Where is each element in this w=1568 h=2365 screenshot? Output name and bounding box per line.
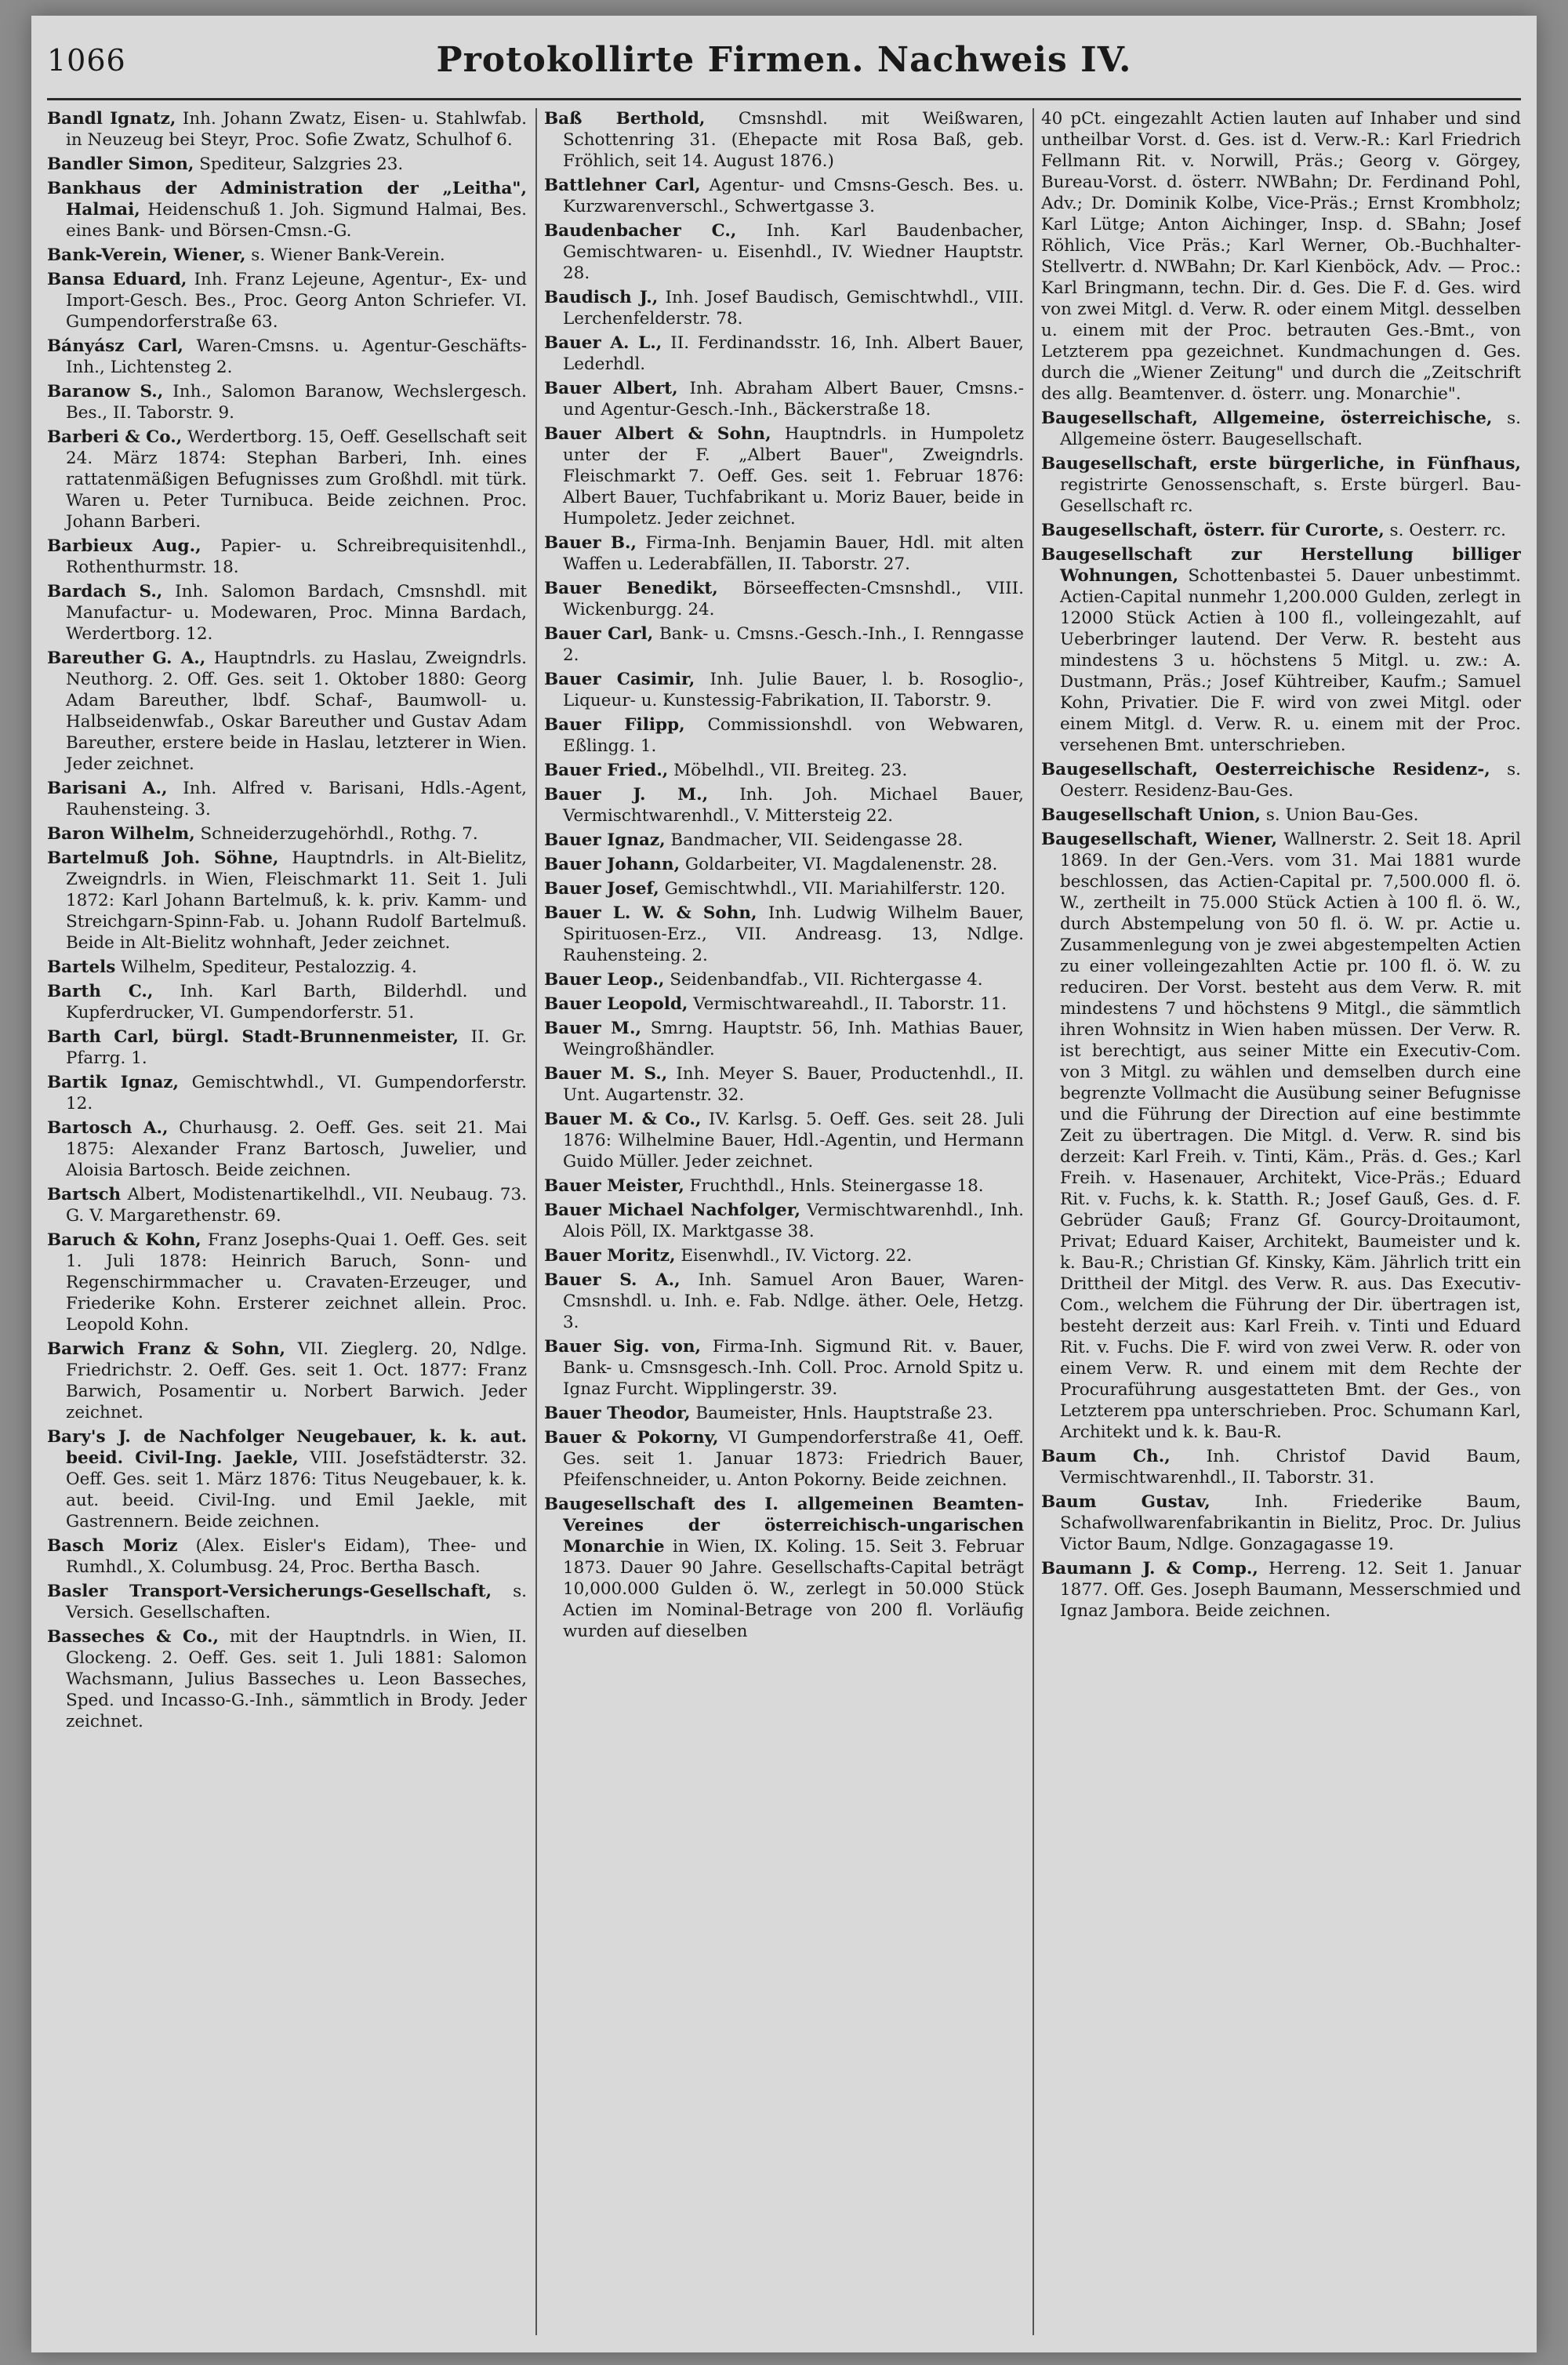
firm-details: mit der Hauptndrls. in Wien, II. Glockeng. 2. Oeff. Ges. seit 1. Juli 1881: Salomon Wachsmann, Julius Basseches u. Leon Basseches, Sped. und Incasso-G.-Inh., sämmtlich in Brody. Jeder zeichnet. bbox=[66, 1627, 527, 1731]
directory-entry bbox=[544, 878, 1024, 899]
column-middle bbox=[544, 108, 1024, 2335]
directory-entry bbox=[544, 969, 1024, 990]
firm-name: Barberi & Co., bbox=[47, 427, 183, 447]
firm-name: Bartik Ignaz, bbox=[47, 1073, 180, 1092]
firm-details: Hauptndrls. zu Haslau, Zweigndrls. Neuthorg. 2. Off. Ges. seit 1. Oktober 1880: Georg Adam Bareuther, lbdf. Schaf-, Baumwoll- u. Halbseidenwfab., Oskar Bareuther und Gustav Adam Bareuther, erstere beide in Haslau, letzterer in Wien. Jeder zeichnet. bbox=[66, 648, 527, 774]
firm-name: Bauer Sig. von, bbox=[544, 1337, 701, 1357]
firm-name: Baugesellschaft, Wiener, bbox=[1041, 830, 1278, 849]
firm-details: II. Ferdinandsstr. 16, Inh. Albert Bauer, Lederhdl. bbox=[563, 333, 1024, 374]
firm-name: Bauer S. A., bbox=[544, 1270, 681, 1290]
firm-details: Werdertborg. 15, Oeff. Gesellschaft seit 24. März 1874: Stephan Barberi, Inh. eines rattatenmäßigen Befugnisses zum Großhdl. mit türk. Waren u. Peter Turnibuca. Beide zeichnen. Proc. Johann Barberi. bbox=[66, 427, 527, 532]
directory-entry bbox=[544, 623, 1024, 666]
firm-name: Basseches & Co., bbox=[47, 1627, 220, 1647]
firm-name: Baum Ch., bbox=[1041, 1447, 1171, 1466]
firm-details: (Alex. Eisler's Eidam), Thee- und Rumhdl., X. Columbusg. 24, Proc. Bertha Basch. bbox=[66, 1536, 527, 1577]
firm-name: Baugesellschaft Union, bbox=[1041, 805, 1261, 825]
firm-name: Bauer M. S., bbox=[544, 1064, 668, 1084]
firm-name: Bauer M., bbox=[544, 1019, 641, 1038]
firm-name: Bauer Meister, bbox=[544, 1176, 684, 1196]
firm-name: Baugesellschaft, Allgemeine, österreichische, bbox=[1041, 409, 1493, 428]
firm-details: Inh. Karl Barth, Bilderhdl. und Kupferdrucker, VI. Gumpendorferstr. 51. bbox=[66, 982, 527, 1023]
directory-entry bbox=[47, 536, 527, 578]
directory-entry bbox=[47, 1535, 527, 1578]
firm-name: Bandler Simon, bbox=[47, 154, 194, 174]
firm-details: Waren-Cmsns. u. Agentur-Geschäfts-Inh., Lichtensteg 2. bbox=[66, 336, 527, 377]
firm-name: Barwich Franz & Sohn, bbox=[47, 1339, 285, 1359]
directory-entry bbox=[544, 1336, 1024, 1400]
firm-name: Baumann J. & Comp., bbox=[1041, 1559, 1258, 1578]
directory-entry bbox=[544, 854, 1024, 875]
directory-entry bbox=[1041, 829, 1521, 1443]
directory-entry bbox=[544, 1494, 1024, 1642]
directory-entry bbox=[544, 175, 1024, 217]
firm-details: Möbelhdl., VII. Breiteg. 23. bbox=[668, 761, 908, 780]
firm-details: Gemischtwhdl., VII. Mariahilferstr. 120. bbox=[659, 879, 1006, 899]
firm-details: s. Allgemeine österr. Baugesellschaft. bbox=[1060, 409, 1521, 449]
firm-details: Bandmacher, VII. Seidengasse 28. bbox=[665, 830, 964, 850]
firm-details: Smrng. Hauptstr. 56, Inh. Mathias Bauer, Weingroßhändler. bbox=[563, 1019, 1024, 1059]
firm-name: Bauer Benedikt, bbox=[544, 579, 718, 598]
firm-name: Basch Moriz bbox=[47, 1536, 178, 1556]
firm-name: Bauer & Pokorny, bbox=[544, 1428, 719, 1448]
firm-name: Baugesellschaft, erste bürgerliche, in Fünfhaus, bbox=[1041, 454, 1521, 474]
firm-name: Baruch & Kohn, bbox=[47, 1230, 201, 1250]
directory-entry bbox=[544, 1270, 1024, 1333]
column-right bbox=[1041, 108, 1521, 2335]
directory-entry bbox=[544, 760, 1024, 781]
directory-entry bbox=[544, 1245, 1024, 1266]
directory-page bbox=[31, 16, 1537, 2352]
directory-entry bbox=[544, 1018, 1024, 1060]
firm-name: Bauer Leopold, bbox=[544, 994, 688, 1014]
firm-name: Baum Gustav, bbox=[1041, 1492, 1210, 1512]
firm-name: Bauer Leop., bbox=[544, 970, 665, 990]
directory-entry bbox=[47, 957, 527, 978]
firm-name: Bareuther G. A., bbox=[47, 648, 206, 668]
firm-details: Cmsnshdl. mit Weißwaren, Schottenring 31. (Ehepacte mit Rosa Baß, geb. Fröhlich, seit 14. August 1876.) bbox=[563, 109, 1024, 171]
firm-details: Eisenwhdl., IV. Victorg. 22. bbox=[675, 1246, 913, 1266]
directory-entry bbox=[47, 1184, 527, 1226]
directory-entry bbox=[544, 108, 1024, 172]
firm-details: Inh. Meyer S. Bauer, Productenhdl., II. Unt. Augartenstr. 32. bbox=[563, 1064, 1024, 1105]
firm-name: Baugesellschaft, Oesterreichische Residenz-, bbox=[1041, 760, 1490, 779]
directory-entry bbox=[47, 269, 527, 332]
firm-details: Gemischtwhdl., VI. Gumpendorferstr. 12. bbox=[66, 1073, 527, 1113]
header-rule bbox=[47, 98, 1521, 100]
directory-entry bbox=[544, 1403, 1024, 1424]
firm-name: Bauer Casimir, bbox=[544, 670, 695, 689]
firm-name: Bauer Albert, bbox=[544, 379, 678, 398]
directory-entry bbox=[544, 1175, 1024, 1197]
firm-details: Agentur- und Cmsns-Gesch. Bes. u. Kurzwarenverschl., Schwertgasse 3. bbox=[563, 176, 1024, 216]
directory-entry bbox=[544, 994, 1024, 1015]
firm-details: Albert, Modistenartikelhdl., VII. Neubaug. 73. G. V. Margarethenstr. 69. bbox=[66, 1185, 527, 1226]
firm-name: Barbieux Aug., bbox=[47, 536, 201, 556]
firm-details: VI Gumpendorferstraße 41, Oeff. Ges. seit 1. Januar 1873: Friedrich Bauer, Pfeifenschneider, u. Anton Pokorny. Beide zeichnen. bbox=[563, 1428, 1024, 1490]
firm-details: Goldarbeiter, VI. Magdalenenstr. 28. bbox=[680, 855, 998, 874]
firm-details: Fruchthdl., Hnls. Steinergasse 18. bbox=[684, 1176, 984, 1196]
firm-name: Baß Berthold, bbox=[544, 109, 706, 129]
firm-name: Bauer M. & Co., bbox=[544, 1110, 702, 1129]
firm-details: IV. Karlsg. 5. Oeff. Ges. seit 28. Juli 1876: Wilhelmine Bauer, Hdl.-Agentin, und Hermann Guido Müller. Jeder zeichnet. bbox=[563, 1110, 1024, 1172]
directory-entry bbox=[1041, 759, 1521, 801]
directory-entry bbox=[544, 532, 1024, 575]
firm-details: Seidenbandfab., VII. Richtergasse 4. bbox=[664, 970, 983, 990]
firm-details: Börseeffecten-Cmsnshdl., VIII. Wickenburgg. 24. bbox=[563, 579, 1024, 619]
directory-entry bbox=[544, 1200, 1024, 1242]
directory-entry bbox=[544, 784, 1024, 826]
firm-name: Baranow S., bbox=[47, 382, 164, 401]
firm-details: Franz Josephs-Quai 1. Oeff. Ges. seit 1. Juli 1878: Heinrich Baruch, Sonn- und Regenschirmmacher u. Cravaten-Erzeuger, und Friederike Kohn. Ersterer zeichnet allein. Proc. Leopold Kohn. bbox=[66, 1230, 527, 1335]
firm-details: Vermischtwarenhdl., Inh. Alois Pöll, IX. Marktgasse 38. bbox=[563, 1201, 1024, 1241]
firm-name: Bartsch bbox=[47, 1185, 122, 1204]
firm-name: Bankhaus der Administration der „Leitha", Halmai, bbox=[47, 179, 527, 220]
directory-entry bbox=[544, 423, 1024, 529]
directory-entry bbox=[47, 1117, 527, 1181]
directory-entry bbox=[1041, 544, 1521, 756]
firm-name: Bauer Moritz, bbox=[544, 1246, 676, 1266]
firm-details: registrirte Genossenschaft, s. Erste bürgerl. Bau-Gesellschaft rc. bbox=[1060, 475, 1521, 516]
firm-details: s. Wiener Bank-Verein. bbox=[245, 245, 445, 265]
firm-details: Firma-Inh. Sigmund Rit. v. Bauer, Bank- u. Cmsnsgesch.-Inh. Coll. Proc. Arnold Spitz u. Ignaz Furcht. Wipplingerstr. 39. bbox=[563, 1337, 1024, 1399]
page-header bbox=[47, 35, 1521, 90]
firm-details: Schottenbastei 5. Dauer unbestimmt. Actien-Capital nunmehr 1,200.000 Gulden, zerlegt in 12000 Stück Actien à 100 fl., volleingezahlt, auf Ueberbringer lautend. Der Verw. R. besteht aus mindestens 3 u. höchstens 5 Mitgl. u. zw.: A. Dustmann, Präs.; Josef Kühtreiber, Kaufm.; Samuel Kohn, Privatier. Die F. wird von zwei Mitgl. oder einem Mitgl. d. Verw. R. u. einem mit der Proc. versehenen Bmt. unterschrieben. bbox=[1060, 566, 1521, 755]
directory-entry bbox=[544, 1427, 1024, 1491]
firm-details: Vermischtwareahdl., II. Taborstr. 11. bbox=[688, 994, 1007, 1014]
firm-name: Bardach S., bbox=[47, 582, 163, 601]
directory-entry bbox=[47, 823, 527, 845]
directory-entry bbox=[544, 830, 1024, 851]
firm-name: Bányász Carl, bbox=[47, 336, 183, 356]
firm-details: Inh. Joh. Michael Bauer, Vermischtwarenhdl., V. Mittersteig 22. bbox=[563, 785, 1024, 826]
firm-name: Bauer J. M., bbox=[544, 785, 709, 805]
directory-entry bbox=[1041, 108, 1521, 405]
firm-details: Churhausg. 2. Oeff. Ges. seit 21. Mai 1875: Alexander Franz Bartosch, Juwelier, und Aloisia Bartosch. Beide zeichnen. bbox=[66, 1118, 527, 1180]
directory-entry bbox=[47, 1339, 527, 1423]
directory-entry bbox=[544, 1109, 1024, 1172]
firm-name: Barth C., bbox=[47, 982, 154, 1001]
firm-details: Inh. Julie Bauer, l. b. Rosoglio-, Liqueur- u. Kunstessig-Fabrikation, II. Taborstr. 9. bbox=[563, 670, 1024, 710]
firm-details: Wallnerstr. 2. Seit 18. April 1869. In der Gen.-Vers. vom 31. Mai 1881 wurde beschlossen, das Actien-Capital pr. 7,500.000 fl. ö. W., zertheilt in 75.000 Stück Actien à 100 fl. ö. W., durch Abstempelung von 50 fl. ö. W. pr. Actie u. Zusammenlegung von je zwei abgestempelten Actien zu einer volleingezahlten Actie pr. 100 fl. ö. W. zu reduciren. Der Vorst. besteht aus dem Verw. R. mit mindestens 7 und höchstens 9 Mitgl., die sämmtlich ihren Wohnsitz in Wien haben müssen. Der Verw. R. ist berechtigt, aus seiner Mitte ein Executiv-Com. von 3 Mitgl. zu wählen und demselben durch eine begrenzte Vollmacht die Ausübung seiner Befugnisse und die Führung der Direction auf eine bestimmte Zeit zu übertragen. Die Mitgl. d. Verw. R. sind bis derzeit: Karl Freih. v. Tinti, Käm., Präs. d. Ges.; Karl Freih. v. Hasenauer, Architekt, Vice-Präs.; Eduard Rit. v. Fuchs, k. k. Statth. R.; Josef Gauß, Ges. d. F. Gebrüder Gauß; Franz Gf. Gourcy-Droitaumont, Privat; Eduard Kaiser, Architekt, Baumeister und k. k. Bau-R.; Christian Gf. Kinsky, Käm. Jährlich tritt ein Drittheil der Mitgl. des Verw. R. aus. Das Executiv-Com., welchem die Führung der Dir. übertragen ist, besteht derzeit aus: Karl Freih. v. Tinti und Eduard Rit. v. Fuchs. Die F. wird von zwei Verw. R. oder von einem Verw. R. und einem mit dem Rechte der Procuraführung ausgestatteten Bmt. der Ges., von Letzterem ppa unterschrieben. Proc. Schumann Karl, Architekt und k. k. Bau-R. bbox=[1060, 830, 1521, 1442]
firm-name: Bauer L. W. & Sohn, bbox=[544, 903, 757, 923]
directory-entry bbox=[47, 778, 527, 820]
directory-entry bbox=[544, 287, 1024, 329]
firm-details: Bank- u. Cmsns.-Gesch.-Inh., I. Renngasse 2. bbox=[563, 624, 1024, 665]
firm-details: Inh. Johann Zwatz, Eisen- u. Stahlwfab. in Neuzeug bei Steyr, Proc. Sofie Zwatz, Schulhof 6. bbox=[66, 109, 527, 150]
directory-entry bbox=[47, 648, 527, 775]
firm-details: Heidenschuß 1. Joh. Sigmund Halmai, Bes. eines Bank- und Börsen-Cmsn.-G. bbox=[66, 200, 527, 241]
firm-name: Bauer Albert & Sohn, bbox=[544, 424, 771, 444]
firm-name: Bary's J. de Nachfolger Neugebauer, k. k. aut. beeid. Civil-Ing. Jaekle, bbox=[47, 1427, 527, 1468]
directory-entry bbox=[544, 578, 1024, 620]
directory-entry bbox=[47, 981, 527, 1023]
firm-name: Barisani A., bbox=[47, 779, 168, 798]
firm-details: Firma-Inh. Benjamin Bauer, Hdl. mit alten Waffen u. Lederabfällen, II. Taborstr. 27. bbox=[563, 533, 1024, 574]
firm-name: Bauer Johann, bbox=[544, 855, 681, 874]
directory-entry bbox=[47, 1426, 527, 1532]
firm-details: Spediteur, Salzgries 23. bbox=[194, 154, 404, 174]
firm-name: Basler Transport-Versicherungs-Gesellschaft, bbox=[47, 1582, 492, 1601]
firm-details: s. Versich. Gesellschaften. bbox=[66, 1582, 527, 1622]
directory-entry bbox=[544, 669, 1024, 711]
directory-entry bbox=[544, 378, 1024, 420]
firm-details: Baumeister, Hnls. Hauptstraße 23. bbox=[690, 1404, 993, 1423]
directory-entry bbox=[47, 108, 527, 151]
directory-entry bbox=[544, 714, 1024, 757]
firm-details: Inh., Salomon Baranow, Wechslergesch. Bes., II. Taborstr. 9. bbox=[66, 382, 527, 423]
directory-entry bbox=[544, 220, 1024, 284]
firm-details: Inh. Friederike Baum, Schafwollwarenfabrikantin in Bielitz, Proc. Dr. Julius Victor Baum, Ndlge. Gonzagagasse 19. bbox=[1060, 1492, 1521, 1554]
column-divider bbox=[535, 108, 537, 2335]
directory-entry bbox=[1041, 453, 1521, 517]
directory-entry bbox=[47, 154, 527, 175]
directory-entry bbox=[1041, 1558, 1521, 1622]
firm-name: Baugesellschaft, österr. für Curorte, bbox=[1041, 521, 1385, 540]
firm-name: Bauer Filipp, bbox=[544, 715, 685, 735]
firm-details: Hauptndrls. in Humpoletz unter der F. „Albert Bauer", Zweigndrls. Fleischmarkt 7. Oeff. Ges. seit 1. Februar 1876: Albert Bauer, Tuchfabrikant u. Moriz Bauer, beide in Humpoletz. Jeder zeichnet. bbox=[563, 424, 1024, 529]
directory-entry bbox=[47, 381, 527, 423]
firm-name: Bandl Ignatz, bbox=[47, 109, 176, 129]
firm-details: Herreng. 12. Seit 1. Januar 1877. Off. Ges. Joseph Baumann, Messerschmied und Ignaz Jambora. Beide zeichnen. bbox=[1060, 1559, 1521, 1621]
firm-name: Baudisch J., bbox=[544, 288, 659, 307]
directory-entry bbox=[1041, 408, 1521, 450]
directory-entry bbox=[1041, 520, 1521, 541]
directory-entry bbox=[47, 1026, 527, 1069]
firm-name: Bauer Fried., bbox=[544, 761, 669, 780]
firm-details: Inh. Samuel Aron Bauer, Waren-Cmsnshdl. u. Inh. e. Fab. Ndlge. äther. Oele, Hetzg. 3. bbox=[563, 1270, 1024, 1332]
firm-details: Inh. Franz Lejeune, Agentur-, Ex- und Import-Gesch. Bes., Proc. Georg Anton Schriefer. VI. Gumpendorferstraße 63. bbox=[66, 270, 527, 332]
firm-details: Inh. Josef Baudisch, Gemischtwhdl., VIII. Lerchenfelderstr. 78. bbox=[563, 288, 1024, 329]
firm-details: Wilhelm, Spediteur, Pestalozzig. 4. bbox=[115, 957, 417, 977]
running-title: Protokollirte Firmen. Nachweis IV. bbox=[436, 40, 1132, 80]
directory-entry bbox=[47, 1626, 527, 1732]
firm-details: s. Oesterr. rc. bbox=[1384, 521, 1507, 540]
firm-details: s. Union Bau-Ges. bbox=[1261, 805, 1419, 825]
column-divider bbox=[1033, 108, 1034, 2335]
firm-name: Barth Carl, bürgl. Stadt-Brunnenmeister, bbox=[47, 1027, 459, 1047]
firm-details: s. Oesterr. Residenz-Bau-Ges. bbox=[1060, 760, 1521, 801]
directory-entry bbox=[47, 178, 527, 242]
firm-details: VII. Zieglerg. 20, Ndlge. Friedrichstr. 2. Oeff. Ges. seit 1. Oct. 1877: Franz Barwich, Posamentir u. Norbert Barwich. Jeder zeichnet. bbox=[66, 1339, 527, 1422]
column-left bbox=[47, 108, 527, 2335]
firm-details: Inh. Christof David Baum, Vermischtwarenhdl., II. Taborstr. 31. bbox=[1060, 1447, 1521, 1488]
firm-name: Baugesellschaft zur Herstellung billiger Wohnungen, bbox=[1041, 545, 1521, 586]
directory-entry bbox=[1041, 1491, 1521, 1555]
firm-details: VIII. Josefstädterstr. 32. Oeff. Ges. seit 1. März 1876: Titus Neugebauer, k. k. aut. beeid. Civil-Ing. und Emil Jaekle, mit Gastrennern. Beide zeichnen. bbox=[66, 1448, 527, 1531]
directory-entry bbox=[1041, 1446, 1521, 1488]
firm-details: Inh. Ludwig Wilhelm Bauer, Spirituosen-Erz., VII. Andreasg. 13, Ndlge. Rauhensteing. 2. bbox=[563, 903, 1024, 965]
directory-entry bbox=[47, 581, 527, 645]
directory-entry bbox=[47, 1072, 527, 1114]
firm-name: Bansa Eduard, bbox=[47, 270, 187, 289]
page-number: 1066 bbox=[47, 43, 126, 78]
firm-details: in Wien, IX. Koling. 15. Seit 3. Februar 1873. Dauer 90 Jahre. Gesellschafts-Capital beträgt 10,000.000 Gulden ö. W., zerlegt in 50.000 Stück Actien im Nominal-Betrage von 200 fl. Vorläufig wurden auf dieselben bbox=[563, 1537, 1024, 1641]
firm-name: Bauer A. L., bbox=[544, 333, 662, 353]
firm-name: Bauer Josef, bbox=[544, 879, 659, 899]
firm-name: Baugesellschaft des I. allgemeinen Beamten-Vereines der österreichisch-ungarischen Monarchie bbox=[544, 1495, 1024, 1557]
firm-name: Baudenbacher C., bbox=[544, 221, 737, 241]
directory-entry bbox=[47, 427, 527, 532]
firm-name: Bauer Ignaz, bbox=[544, 830, 666, 850]
firm-name: Battlehner Carl, bbox=[544, 176, 701, 195]
firm-details: Schneiderzugehörhdl., Rothg. 7. bbox=[194, 824, 478, 844]
directory-entry bbox=[47, 1581, 527, 1623]
firm-name: Bauer Michael Nachfolger, bbox=[544, 1201, 800, 1220]
firm-details: Commissionshdl. von Webwaren, Eßlingg. 1. bbox=[563, 715, 1024, 756]
firm-name: Bauer Theodor, bbox=[544, 1404, 691, 1423]
directory-entry bbox=[544, 332, 1024, 375]
directory-entry bbox=[544, 903, 1024, 966]
firm-details: 40 pCt. eingezahlt Actien lauten auf Inhaber und sind untheilbar Vorst. d. Ges. ist d. Verw.-R.: Karl Friedrich Fellmann Rit. v. Norwill, Präs.; Georg v. Görgey, Bureau-Vorst. d. österr. NWBahn; Dr. Ferdinand Pohl, Adv.; Dr. Dominik Kolbe, Vice-Präs.; Ernst Krombholz; Karl Lütge; Anton Aichinger, Insp. d. SBahn; Josef Röhlich, Vice Präs.; Karl Werner, Ob.-Buchhalter-Stellvertr. d. NWBahn; Dr. Karl Kienböck, Adv. — Proc.: Karl Bringmann, techn. Dir. d. Ges. Die F. d. Ges. wird von zwei Mitgl. d. Verw. R. oder einem Mitgl. desselben u. einem mit der Proc. betrauten Ges.-Bmt., von Letzterem ppa gezeichnet. Kundmachungen d. Ges. durch die „Wiener Zeitung" und durch die „Zeitschrift des allg. Beamtenver. d. österr. ung. Monarchie". bbox=[1041, 109, 1521, 404]
firm-details: Inh. Abraham Albert Bauer, Cmsns.- und Agentur-Gesch.-Inh., Bäckerstraße 18. bbox=[563, 379, 1024, 420]
firm-details: II. Gr. Pfarrg. 1. bbox=[66, 1027, 527, 1068]
directory-entry bbox=[544, 1063, 1024, 1106]
firm-name: Bauer Carl, bbox=[544, 624, 654, 644]
firm-name: Baron Wilhelm, bbox=[47, 824, 195, 844]
directory-entry bbox=[47, 1230, 527, 1335]
firm-name: Bartelmuß Joh. Söhne, bbox=[47, 848, 279, 868]
directory-entry bbox=[47, 848, 527, 954]
directory-entry bbox=[47, 336, 527, 378]
directory-entry bbox=[1041, 805, 1521, 826]
firm-details: Inh. Alfred v. Barisani, Hdls.-Agent, Rauhensteing. 3. bbox=[66, 779, 527, 819]
firm-name: Bartosch A., bbox=[47, 1118, 169, 1138]
firm-name: Bartels bbox=[47, 957, 116, 977]
firm-details: Inh. Karl Baudenbacher, Gemischtwaren- u. Eisenhdl., IV. Wiedner Hauptstr. 28. bbox=[563, 221, 1024, 283]
directory-entry bbox=[47, 245, 527, 266]
firm-details: Inh. Salomon Bardach, Cmsnshdl. mit Manufactur- u. Modewaren, Proc. Minna Bardach, Werdertborg. 12. bbox=[66, 582, 527, 644]
firm-details: Hauptndrls. in Alt-Bielitz, Zweigndrls. in Wien, Fleischmarkt 11. Seit 1. Juli 1872: Karl Johann Bartelmuß, k. k. priv. Kamm- und Streichgarn-Spinn-Fab. u. Johann Rudolf Bartelmuß. Beide in Alt-Bielitz wohnhaft, Jeder zeichnet. bbox=[66, 848, 527, 953]
firm-details: Papier- u. Schreibrequisitenhdl., Rothenthurmstr. 18. bbox=[66, 536, 527, 577]
firm-name: Bauer B., bbox=[544, 533, 637, 553]
firm-name: Bank-Verein, Wiener, bbox=[47, 245, 246, 265]
